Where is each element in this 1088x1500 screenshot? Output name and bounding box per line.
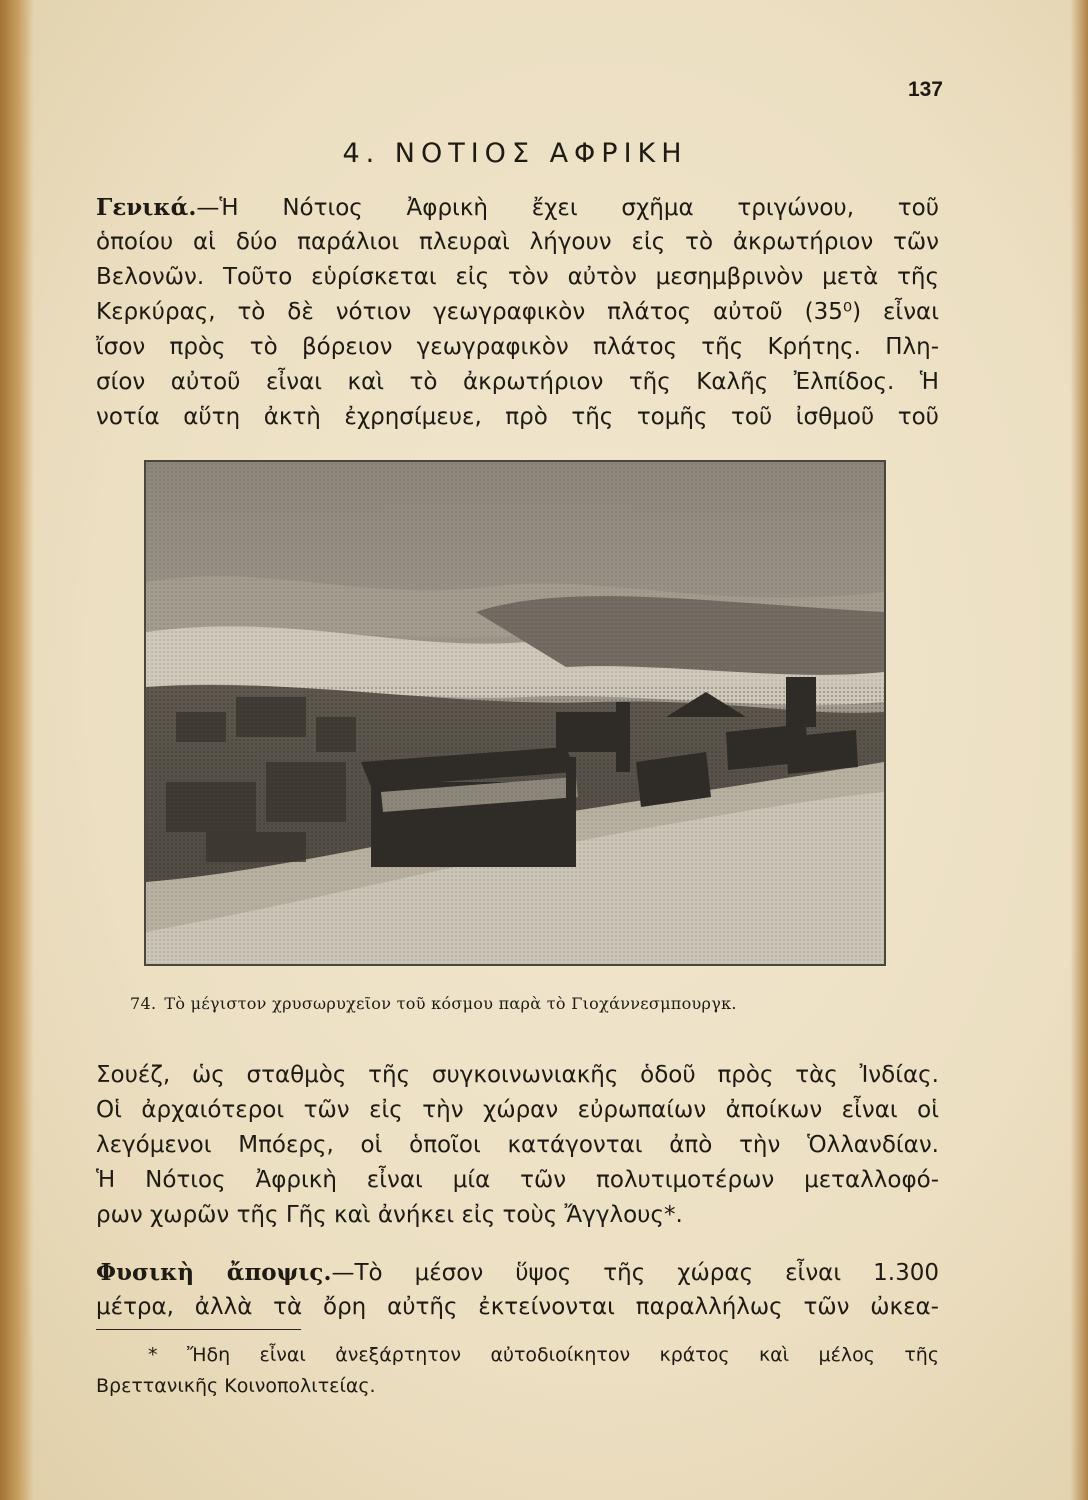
text-line: Φυσικὴ ἄποψις.—Τὸ μέσον ὕψος τῆς χώρας εἶναι 1.300 (96, 1259, 939, 1286)
text-line: ἴσον πρὸς τὸ βόρειον γεωγραφικὸν πλάτος τῆς Κρήτης. Πλη- (96, 334, 939, 360)
text-line: λεγόμενοι Μπόερς, οἱ ὁποῖοι κατάγονται ἀπὸ τὴν Ὁλλανδίαν. (96, 1132, 939, 1158)
text-line: μέτρα, ἀλλὰ τὰ ὄρη αὐτῆς ἐκτείνονται παραλλήλως τῶν ὠκεα- (96, 1294, 939, 1320)
text-line: Βελονῶν. Τοῦτο εὑρίσκεται εἰς τὸν αὐτὸν μεσημβρινὸν μετὰ τῆς (96, 264, 939, 290)
figure-caption (130, 994, 910, 1013)
text-line: Σουέζ, ὡς σταθμὸς τῆς συγκοινωνιακῆς ὁδοῦ πρὸς τὰς Ἰνδίας. (96, 1062, 939, 1088)
text-line: ρων χωρῶν τῆς Γῆς καὶ ἀνήκει εἰς τοὺς Ἄγγλους*. (96, 1202, 683, 1228)
text-line: Ἡ Νότιος Ἀφρικὴ εἶναι μία τῶν πολυτιμοτέρων μεταλλοφό- (96, 1167, 939, 1193)
page-edge-left (0, 0, 34, 1500)
text-line: Οἱ ἀρχαιότεροι τῶν εἰς τὴν χώραν εὐρωπαίων ἀποίκων εἶναι οἱ (96, 1097, 939, 1123)
footnote-divider (96, 1329, 301, 1330)
paragraph-continuation (96, 1058, 939, 1233)
text-line: σίον αὐτοῦ εἶναι καὶ τὸ ἀκρωτήριον τῆς Καλῆς Ἐλπίδος. Ἡ (96, 369, 939, 395)
figure-number: 74. (130, 994, 157, 1013)
footnote (96, 1340, 939, 1402)
footnote-line: * Ἤδη εἶναι ἀνεξάρτητον αὐτοδιοίκητον κράτος καὶ μέλος τῆς (148, 1344, 939, 1366)
text-line: Γενικά.—Ἡ Νότιος Ἀφρικὴ ἔχει σχῆμα τριγώνου, τοῦ (96, 194, 939, 221)
section-lead-general: Γενικά. (96, 194, 197, 221)
paragraph-physical-view (96, 1255, 939, 1325)
footnote-line: Βρεττανικῆς Κοινοπολιτείας. (96, 1375, 376, 1397)
paragraph-general (96, 190, 939, 435)
text-line: νοτία αὕτη ἀκτὴ ἐχρησίμευε, πρὸ τῆς τομῆς τοῦ ἰσθμοῦ τοῦ (96, 404, 939, 430)
chapter-title: 4. ΝΟΤΙΟΣ ΑΦΡΙΚΗ (342, 138, 688, 169)
text-line: ὁποίου αἱ δύο παράλιοι πλευραὶ λήγουν εἰς τὸ ἀκρωτήριον τῶν (96, 229, 939, 255)
page-edge-right (1070, 0, 1088, 1500)
figure-photo-gold-mine (146, 462, 884, 964)
page-number: 137 (907, 78, 943, 101)
photo-halftone-illustration (146, 462, 884, 964)
text-line: Κερκύρας, τὸ δὲ νότιον γεωγραφικὸν πλάτος αὐτοῦ (35⁰) εἶναι (96, 299, 939, 325)
section-lead-physical: Φυσικὴ ἄποψις. (96, 1259, 332, 1286)
figure-caption-text: Τὸ μέγιστον χρυσωρυχεῖον τοῦ κόσμου παρὰ τὸ Γιοχάννεσμπουργκ. (164, 994, 737, 1013)
